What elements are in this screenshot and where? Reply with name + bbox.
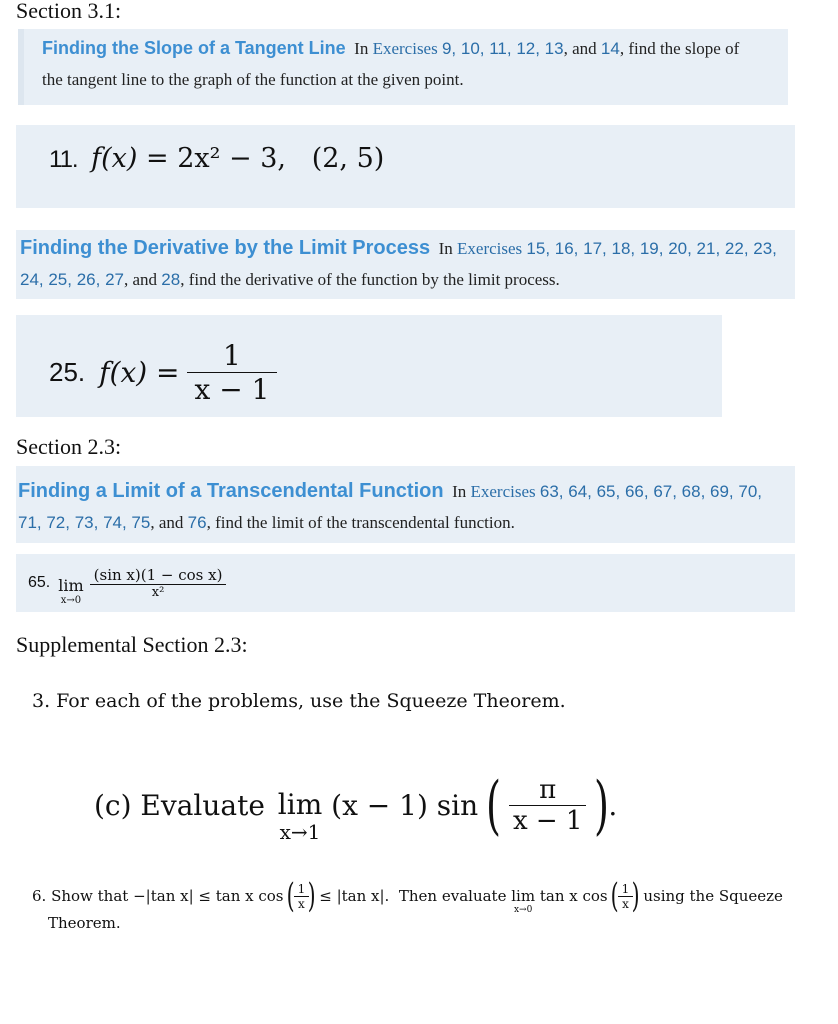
derivative-instructions-text: Finding the Derivative by the Limit Process In Exercises 15, 16, 17, 18, 19, 20, 21, 22, 23, 24, 25, 26, 27, and 28, find the derivative of the function by the limit process.	[20, 237, 777, 289]
problem-6-fraction-2: $\frac{1}{x}$	[618, 882, 634, 911]
fraction-numerator: π	[509, 775, 587, 806]
exercise-65	[28, 560, 226, 606]
exercise-25-fraction	[187, 339, 278, 406]
transcendental-instructions-text: Finding a Limit of a Transcendental Function In Exercises 63, 64, 65, 66, 67, 68, 69, 70, 71, 72, 73, 74, 75, and 76, find the limit of the transcendental function.	[18, 480, 763, 532]
fraction-denominator: x − 1	[194, 373, 270, 406]
transcendental-title: Finding a Limit of a Transcendental Function	[18, 480, 444, 502]
problem-6-line2: Theorem.	[48, 914, 121, 932]
tangent-instructions-text: Finding the Slope of a Tangent Line In Exercises 9, 10, 11, 12, 13, and 14, find the slope of the tangent line to the graph of the function at the given point.	[42, 38, 740, 89]
problem-6-inequality-left: −|tan x| ≤ tan x cos	[133, 887, 284, 905]
exercise-65-fraction	[90, 566, 227, 600]
problem-c-expression: (x − 1) sin	[331, 789, 479, 822]
exercise-25-fx: f(x) =	[99, 356, 180, 389]
problem-c-label: (c) Evaluate	[94, 789, 265, 822]
problem-c: (c) Evaluate lim x→1 (x − 1) sin ( $\frac{\pi}{x - 1}$ ).	[94, 768, 618, 844]
limit-operator: lim x→0	[511, 887, 536, 915]
exercise-11	[49, 143, 384, 174]
exercise-ref[interactable]: 28	[161, 270, 181, 289]
problem-6: 6. Show that −|tan x| ≤ tan x cos ( $\frac{1}{x}$ ) ≤ |tan x|. Then evaluate lim x→0 tan x cos ( $\frac{1}{x}$ ) using the Squeeze	[32, 876, 783, 916]
exercise-25-box	[16, 315, 722, 417]
fraction-numerator: 1	[187, 339, 278, 373]
exercise-refs[interactable]: Exercises 9, 10, 11, 12, 13	[372, 39, 564, 58]
in-word: In	[354, 39, 369, 58]
derivative-title: Finding the Derivative by the Limit Process	[20, 237, 431, 259]
problem-3: 3. For each of the problems, use the Squeeze Theorem.	[32, 690, 566, 712]
exercise-11-number: 11.	[49, 146, 78, 173]
tangent-title: Finding the Slope of a Tangent Line	[42, 38, 346, 58]
problem-6-inequality-right: ≤ |tan x|.	[319, 887, 390, 905]
tangent-instructions-line2: the tangent line to the graph of the function at the given point.	[42, 70, 464, 89]
limit-operator: lim x→1	[277, 788, 323, 844]
exercise-refs[interactable]: Exercises 63, 64, 65, 66, 67, 68, 69, 70,	[470, 482, 763, 501]
transcendental-instructions-box	[16, 466, 795, 543]
problem-6-fraction: $\frac{1}{x}$	[294, 882, 310, 911]
problem-6-expression: tan x cos	[539, 887, 608, 905]
problem-c-fraction	[509, 775, 587, 836]
exercise-refs-line2[interactable]: 71, 72, 73, 74, 75	[18, 513, 151, 532]
exercise-65-number: 65.	[28, 574, 51, 591]
exercise-refs[interactable]: Exercises 15, 16, 17, 18, 19, 20, 21, 22, 23,	[457, 239, 777, 258]
section-2-3-heading: Section 2.3:	[16, 434, 122, 459]
derivative-instructions-box	[16, 230, 795, 299]
fraction-denominator: x − 1	[512, 806, 583, 836]
problem-6-then: Then evaluate	[398, 887, 507, 905]
exercise-number-list[interactable]: 15, 16, 17, 18, 19, 20, 21, 22, 23,	[526, 239, 777, 258]
exercise-11-point: (2, 5)	[311, 143, 385, 174]
problem-6-intro: 6. Show that	[32, 887, 129, 905]
section-3-1-heading: Section 3.1:	[16, 0, 122, 23]
exercise-refs-line2[interactable]: 24, 25, 26, 27	[20, 270, 124, 289]
exercise-25-number: 25.	[49, 357, 86, 387]
exercise-number-list[interactable]: 9, 10, 11, 12, 13	[441, 39, 564, 58]
fraction-denominator: x²	[151, 585, 165, 600]
problem-6-using: using the Squeeze	[643, 887, 783, 905]
exercise-65-box	[16, 554, 795, 612]
exercise-11-expression: = 2x² − 3,	[145, 143, 286, 174]
exercise-11-box	[16, 125, 795, 208]
exercise-ref[interactable]: 14	[600, 39, 620, 58]
exercise-number-list[interactable]: 63, 64, 65, 66, 67, 68, 69, 70,	[539, 482, 763, 501]
limit-operator: lim x→0	[58, 576, 84, 606]
tangent-instructions-box	[18, 29, 788, 105]
supplemental-heading: Supplemental Section 2.3:	[16, 632, 248, 657]
exercise-ref[interactable]: 76	[187, 513, 207, 532]
exercise-25	[49, 339, 277, 406]
exercise-11-fx: f(x)	[91, 143, 138, 174]
fraction-numerator: (sin x)(1 − cos x)	[90, 566, 227, 585]
